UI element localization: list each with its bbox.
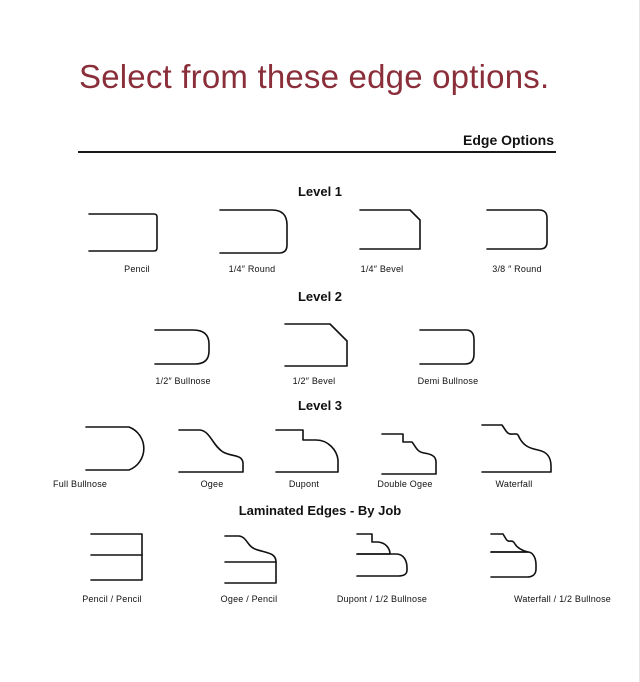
edge-option-laminated-waterfall-bullnose	[454, 528, 612, 608]
quarter-round-edge-icon	[192, 208, 312, 288]
edge-label: Full Bullnose	[53, 479, 108, 489]
edge-label: 1/4″ Round	[228, 264, 276, 274]
waterfall-edge-icon	[454, 422, 574, 502]
edge-label: Demi Bullnose	[417, 376, 479, 386]
edge-label: 1/2″ Bullnose	[155, 376, 211, 386]
edge-option-double-ogee	[345, 422, 465, 502]
edge-option-half-bullnose	[123, 322, 243, 402]
half-bevel-edge-icon	[254, 322, 374, 402]
edge-label: 1/2″ Bevel	[292, 376, 336, 386]
level-2-heading: Level 2	[297, 289, 343, 304]
edge-options-header: Edge Options	[463, 132, 554, 148]
edge-option-half-bevel	[254, 322, 374, 402]
edge-option-demi-bullnose	[388, 322, 508, 402]
three-eighths-round-edge-icon	[457, 208, 577, 288]
edge-label: 1/4″ Bevel	[360, 264, 404, 274]
edge-label: Waterfall	[495, 479, 533, 489]
edge-label: Ogee / Pencil	[220, 594, 278, 604]
level-3-heading: Level 3	[297, 398, 343, 413]
half-bullnose-edge-icon	[123, 322, 243, 402]
page-title: Select from these edge options.	[79, 58, 550, 95]
double-ogee-edge-icon	[345, 422, 465, 502]
edge-label: Ogee	[200, 479, 224, 489]
edge-option-laminated-pencil-pencil	[51, 528, 171, 608]
edge-option-three-eighths-round	[457, 208, 577, 288]
edge-label: Dupont / 1/2 Bullnose	[336, 594, 428, 604]
quarter-bevel-edge-icon	[322, 208, 442, 288]
edge-option-quarter-bevel	[322, 208, 442, 288]
level-1-heading: Level 1	[297, 184, 343, 199]
edge-option-laminated-ogee-pencil	[189, 528, 309, 608]
edge-label: Dupont	[288, 479, 320, 489]
laminated-edges-heading: Laminated Edges - By Job	[238, 503, 402, 518]
edge-label: Waterfall / 1/2 Bullnose	[514, 594, 612, 604]
edge-label: 3/8 ″ Round	[492, 264, 542, 274]
edge-option-laminated-dupont-bullnose	[322, 528, 442, 608]
edge-label: Pencil	[124, 264, 150, 274]
pencil-edge-icon	[77, 208, 197, 288]
edge-label: Double Ogee	[377, 479, 433, 489]
edge-label: Pencil / Pencil	[82, 594, 142, 604]
edge-option-pencil	[77, 208, 197, 288]
demi-bullnose-edge-icon	[388, 322, 508, 402]
header-divider	[78, 151, 556, 153]
edge-option-waterfall	[454, 422, 574, 502]
edge-option-quarter-round	[192, 208, 312, 288]
